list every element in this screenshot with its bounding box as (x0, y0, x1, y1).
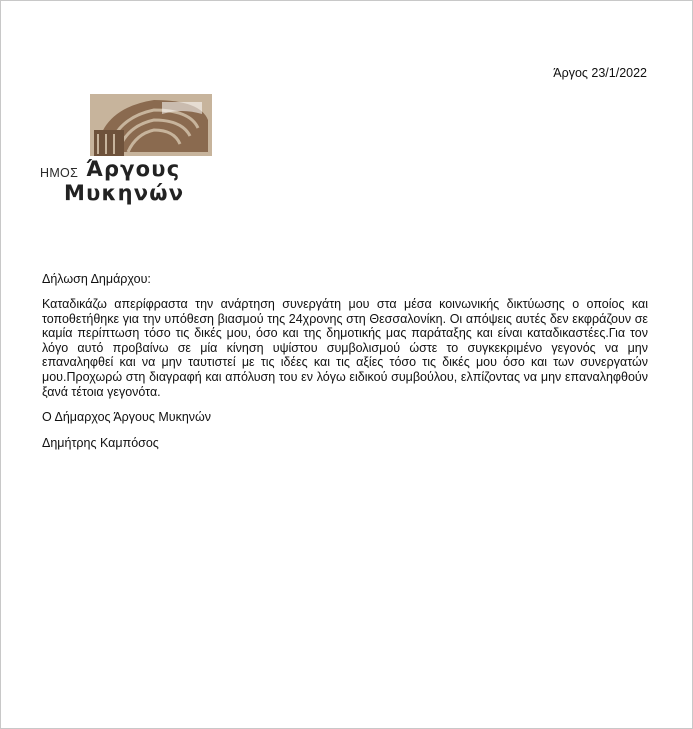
logo-prefix: ΗΜΟΣ (40, 166, 79, 180)
statement-heading: Δήλωση Δημάρχου: (42, 272, 151, 286)
municipality-logo (40, 94, 220, 212)
theater-emblem-icon (90, 94, 212, 156)
letter-date: Άργος 23/1/2022 (553, 66, 647, 80)
logo-name-line2: Μυκηνών (64, 181, 185, 205)
statement-body: Καταδικάζω απερίφραστα την ανάρτηση συνεργάτη μου στα μέσα κοινωνικής δικτύωσης ο οποίος και τοποθετήθηκε για την υπόθεση βιασμού της 24χρονης στη Θεσσαλονίκη. Οι απόψεις αυτές δεν εκφράζουν σε καμία περίπτωση τόσο τις δικές μου, όσο και της δημοτικής μας παράταξης και είναι καταδικαστέες.Για τον λόγο αυτό προβαίνω σε μία κίνηση υψίστου συμβολισμού ώστε το συγκεκριμένο γεγονός να μην επαναληφθεί και να μην ταυτιστεί με τις ιδέες και τις αξίες τόσο τις δικές μου όσο και των συνεργατών μου.Προχωρώ στη διαγραφή και απόλυση του εν λόγω ειδικού συμβούλου, ελπίζοντας να μην επαναληφθούν ξανά τέτοια γεγονότα. (42, 297, 648, 399)
logo-name-line1: Άργους (86, 157, 181, 181)
signoff-title: Ο Δήμαρχος Άργους Μυκηνών (42, 410, 212, 424)
signatory-name: Δημήτρης Καμπόσος (42, 436, 159, 450)
